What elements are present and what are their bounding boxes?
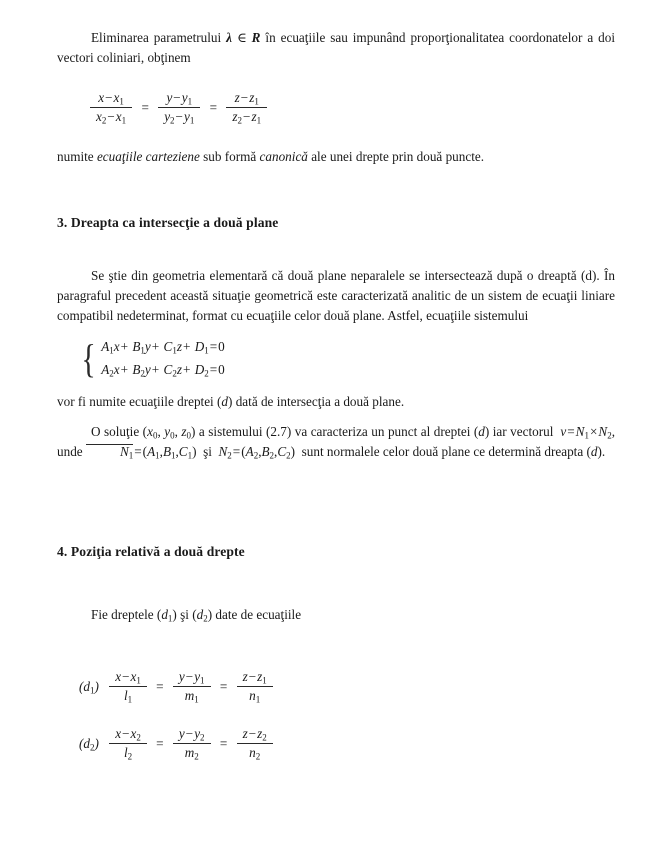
spacer (57, 68, 615, 90)
equals-sign: = (219, 678, 228, 694)
formula-expression (79, 726, 276, 762)
text-numite: numite (57, 149, 94, 165)
fraction-denominator: $n_1$ (249, 688, 261, 705)
equals-sign: = (156, 735, 164, 751)
spacer (57, 462, 615, 508)
paragraph-after-formula-1 (57, 147, 615, 167)
system-row-1: $A_1x+ B_1y+ C_1z+ D_1=0$ (101, 339, 225, 356)
text-ale-unei-drepte: ale unei drepte prin două puncte. (311, 149, 485, 165)
spacer (57, 412, 615, 422)
fraction-y (170, 726, 214, 761)
formula-two-point-cartesian (57, 90, 615, 125)
fraction-numerator: $z-z_1$ (237, 669, 273, 687)
equals-sign: = (141, 99, 149, 115)
text-si: şi (203, 443, 212, 459)
system-row-2: $A_2x+ B_2y+ C_2z+ D_2=0$ (101, 362, 225, 379)
fraction-denominator: $n_2$ (249, 745, 261, 762)
fraction-numerator: $z-z_2$ (237, 726, 273, 744)
vector-n1-overline: $N_1$ (86, 444, 133, 459)
heading-section-3: 3. Dreapta ca intersecţie a două plane (57, 215, 279, 231)
formula-label-d1: $(d_1)$ (79, 678, 99, 696)
spacer (57, 326, 615, 336)
spacer (57, 659, 615, 669)
fraction-z (234, 726, 276, 761)
fraction-x (106, 669, 150, 704)
italic-ecuatiile-carteziene: ecuaţiile carteziene (96, 149, 200, 165)
formula-label-d2: $(d_2)$ (79, 735, 99, 753)
fraction-numerator: $y-y_2$ (173, 726, 211, 744)
fraction-y (155, 90, 203, 125)
real-set-symbol: R (251, 30, 261, 45)
italic-canonica: canonică (259, 149, 308, 165)
fraction-denominator: $x_2-x_1$ (96, 109, 127, 126)
equals-sign: = (209, 99, 218, 115)
fraction-denominator: $m_2$ (184, 745, 199, 762)
spacer (57, 382, 615, 392)
equals-sign: = (219, 735, 228, 751)
fraction-x (87, 90, 135, 125)
spacer (57, 561, 615, 595)
fraction-denominator: $z_2-z_1$ (232, 109, 262, 126)
fraction-numerator: $y-y_1$ (158, 90, 200, 108)
formula-expression (79, 669, 276, 705)
paragraph-intro (57, 28, 615, 68)
spacer (57, 625, 615, 659)
formula-expression (87, 90, 270, 126)
variable-d: d (221, 393, 229, 409)
spacer (57, 125, 615, 147)
paragraph-after-system: vor fi numite ecuaţiile dreptei (d) dată de intersecţia a două plane. (57, 393, 405, 409)
heading-section-4: 4. Poziţia relativă a două drepte (57, 544, 245, 559)
fraction-denominator: $y_2-y_1$ (164, 109, 195, 126)
lambda-symbol: λ (226, 30, 232, 45)
formula-line-d1 (57, 669, 615, 704)
fraction-numerator: $x-x_2$ (109, 726, 147, 744)
fraction-y (170, 669, 214, 704)
equals-sign: = (156, 678, 164, 694)
left-brace: { (81, 336, 96, 382)
fraction-z (234, 669, 276, 704)
fraction-x (106, 726, 150, 761)
system-group (79, 336, 225, 381)
fraction-denominator: $l_2$ (123, 745, 133, 762)
formula-line-d2 (57, 726, 615, 761)
fraction-numerator: $z-z_1$ (226, 90, 267, 108)
fraction-z (223, 90, 270, 125)
element-of-symbol: ∈ (236, 30, 247, 45)
paragraph-section-3-body: Se ştie din geometria elementară că două plane neparalele se intersectează după o dreaptă (d). În paragraful precedent această situaţie geometrică este caracterizată analitic de un sistem de ecuaţii liniare compatibil nedeterminat, format cu ecuaţiile celor două plane. Astfel, ecuaţiile sistemului (57, 268, 615, 324)
formula-two-plane-system (57, 336, 615, 381)
fraction-numerator: $y-y_1$ (173, 669, 211, 687)
fraction-numerator: $x-x_1$ (90, 90, 132, 108)
spacer (57, 704, 615, 726)
paragraph-solution: O soluţie ($x_0$, $y_0$, $z_0$) a sistemului (2.7) va caracteriza un punct al dreptei (d) iar vectorul $v=N_1\times N_2$, unde $N_1=(A_1,B_1,C_1)$ şi $N_2=(A_2,B_2,C_2)$ sunt normalele celor două plane ce determină dreapta (d). (57, 423, 615, 461)
spacer (57, 232, 615, 266)
spacer (57, 595, 615, 605)
fraction-denominator: $m_1$ (184, 688, 199, 705)
spacer (57, 508, 615, 542)
intro-text-a: Eliminarea parametrului (91, 30, 222, 45)
fraction-numerator: $x-x_1$ (109, 669, 147, 687)
text-sub-forma: sub formă (203, 149, 257, 165)
paragraph-section-4-body: Fie dreptele $(d_1)$ şi $(d_2)$ date de ecuaţiile (91, 607, 302, 624)
fraction-denominator: $l_1$ (123, 688, 133, 705)
intro-text-b: în ecuaţiile sau impunând proporţionalitatea coordonatelor a doi vectori coliniari, obţinem (57, 30, 615, 66)
spacer (57, 167, 615, 213)
system-rows (98, 336, 225, 381)
page-content (57, 28, 615, 761)
